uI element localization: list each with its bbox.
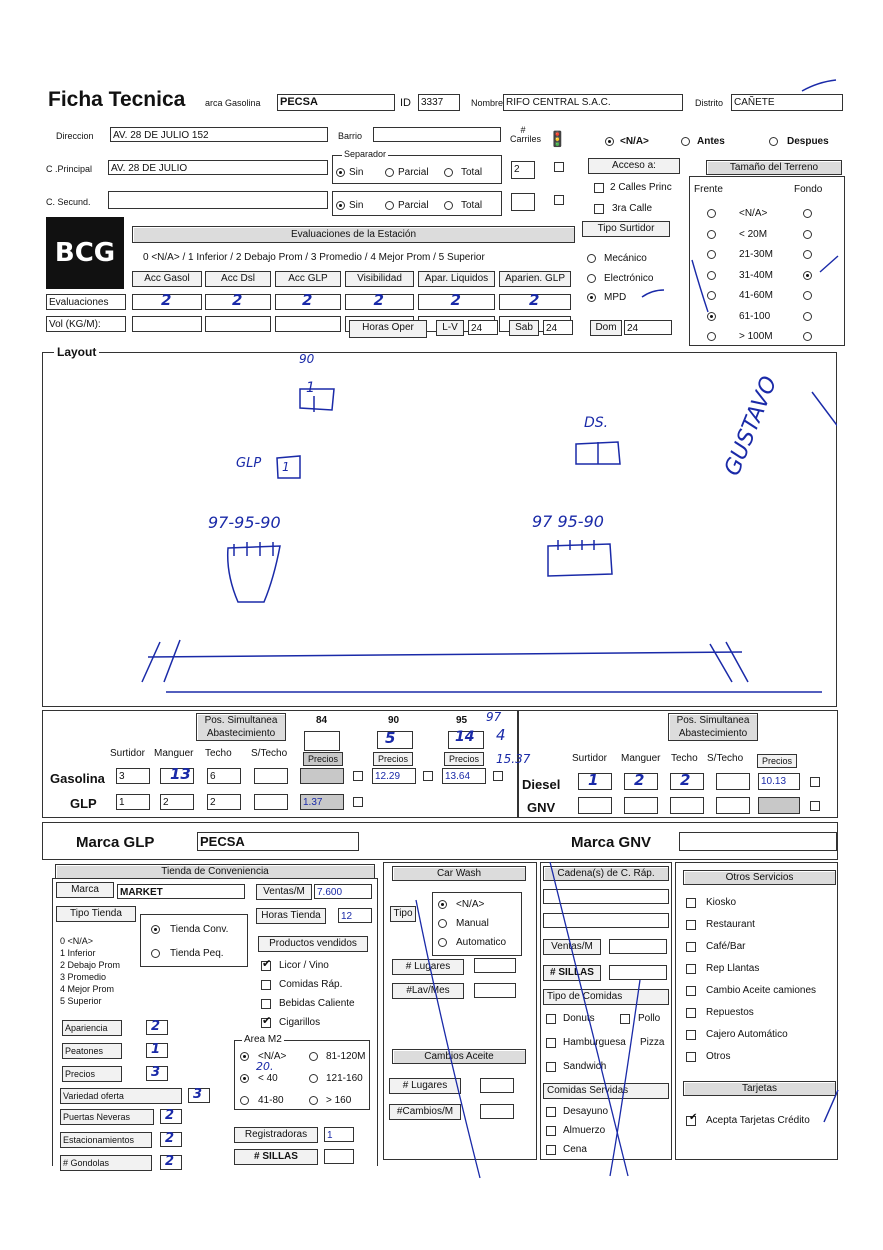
price-97-value: 15.37 bbox=[496, 752, 531, 766]
price-84-checkbox[interactable] bbox=[353, 771, 363, 781]
precios-90-button[interactable]: Precios bbox=[373, 752, 413, 766]
pos-sim-right-header: Pos. Simultanea Abastecimiento bbox=[668, 713, 758, 741]
pen-strikes bbox=[380, 860, 680, 1180]
lv-button[interactable]: L-V bbox=[436, 320, 464, 336]
surtidor-electronico-radio[interactable] bbox=[587, 274, 596, 283]
id-field[interactable]: 3337 bbox=[418, 94, 460, 111]
carriles-checkbox[interactable] bbox=[554, 162, 564, 172]
separador1-sin-radio[interactable] bbox=[336, 168, 345, 177]
terreno-frente-label: Frente bbox=[694, 184, 723, 195]
evaluaciones-scale: 0 <N/A> / 1 Inferior / 2 Debajo Prom / 3 Promedio / 4 Mejor Prom / 5 Superior bbox=[143, 252, 485, 263]
area-note: 20. bbox=[256, 1060, 274, 1073]
pos-84-field[interactable] bbox=[304, 731, 340, 751]
area-label: Area M2 bbox=[244, 1034, 282, 1045]
area-40-text: < 40 bbox=[258, 1073, 278, 1084]
otros-item-label: Otros bbox=[706, 1051, 731, 1062]
marca-gasolina-label: arca Gasolina bbox=[205, 98, 261, 108]
gas-surtidor-field[interactable]: 3 bbox=[116, 768, 150, 784]
lv-field[interactable]: 24 bbox=[468, 320, 498, 335]
pen-mark-tarjetas bbox=[820, 1086, 842, 1126]
horas-oper-button[interactable]: Horas Oper bbox=[349, 320, 427, 338]
marca-glp-label: Marca GLP bbox=[76, 834, 155, 851]
evaluaciones-title: Evaluaciones de la Estación bbox=[132, 226, 575, 243]
bcg-logo: BCG bbox=[46, 217, 124, 289]
carriles2-field[interactable] bbox=[511, 193, 535, 211]
otros-checkbox[interactable] bbox=[686, 1008, 696, 1018]
area-121-text: 121-160 bbox=[326, 1073, 363, 1084]
tienda-rating-estac-value: 2 bbox=[165, 1131, 175, 1146]
eval-column-header[interactable]: Apar. Liquidos bbox=[418, 271, 495, 287]
glp-manguer-field[interactable]: 2 bbox=[160, 794, 194, 810]
eval-value: 2 bbox=[373, 291, 384, 309]
carwash-tipo-button[interactable]: Tipo bbox=[390, 906, 416, 922]
otros-checkbox[interactable] bbox=[686, 1030, 696, 1040]
carriles-label: # Carriles bbox=[510, 125, 542, 144]
separador2-parcial-text: Parcial bbox=[398, 200, 429, 211]
acepta-tarjetas-text: Acepta Tarjetas Crédito bbox=[706, 1115, 810, 1126]
otros-checkbox[interactable] bbox=[686, 1052, 696, 1062]
vol-value-field[interactable] bbox=[275, 316, 341, 332]
otros-item-label: Repuestos bbox=[706, 1007, 754, 1018]
tienda-sillas-button[interactable]: # SILLAS bbox=[234, 1149, 318, 1165]
comidas-servidas-button[interactable]: Comidas Servidas bbox=[543, 1083, 669, 1099]
separador-label: Separador bbox=[344, 149, 387, 159]
tienda-rating-variedad-value: 3 bbox=[193, 1087, 203, 1102]
pen-mark-terreno-2 bbox=[818, 252, 840, 278]
separador2-sin-text: Sin bbox=[349, 200, 364, 211]
carwash-auto-text: Automatico bbox=[456, 937, 507, 948]
tienda-scale-item: 3 Promedio bbox=[60, 972, 107, 982]
surtidor-header: Surtidor bbox=[110, 748, 146, 759]
eval-value: 2 bbox=[450, 291, 461, 309]
terreno-fondo-radio[interactable] bbox=[803, 209, 812, 218]
dsl-s-techo-header: S/Techo bbox=[707, 753, 744, 764]
sab-field[interactable]: 24 bbox=[543, 320, 573, 335]
tienda-rating-apariencia-button[interactable]: Apariencia bbox=[62, 1020, 122, 1036]
marca-gnv-label: Marca GNV bbox=[571, 834, 652, 851]
dsl-surtidor-value: 1 bbox=[588, 771, 599, 789]
timing-despues-text: Despues bbox=[787, 136, 829, 147]
timing-antes-text: Antes bbox=[697, 136, 725, 147]
distrito-field[interactable]: CAÑETE bbox=[731, 94, 843, 111]
manguer-header: Manguer bbox=[154, 748, 194, 759]
timing-na-radio[interactable] bbox=[605, 137, 614, 146]
timing-na-text: <N/A> bbox=[620, 136, 649, 147]
vol-value-field[interactable] bbox=[132, 316, 202, 332]
nombre-label: Nombre bbox=[471, 98, 504, 108]
cadena-title: Cadena(s) de C. Ráp. bbox=[543, 866, 669, 881]
otros-item-label: Kiosko bbox=[706, 897, 737, 908]
pizza-text: Pizza bbox=[640, 1037, 665, 1048]
registradoras-field[interactable]: 1 bbox=[324, 1127, 354, 1142]
otros-checkbox[interactable] bbox=[686, 964, 696, 974]
producto-checkbox[interactable] bbox=[261, 980, 271, 990]
secund-field[interactable] bbox=[108, 191, 328, 209]
glp-s-techo-field[interactable] bbox=[254, 794, 288, 810]
area-81-radio[interactable] bbox=[309, 1052, 318, 1061]
dsl-price-checkbox[interactable] bbox=[810, 777, 820, 787]
layout-note-gustavo: GUSTAVO bbox=[720, 372, 783, 480]
tipo-comidas-button[interactable]: Tipo de Comidas bbox=[543, 989, 669, 1005]
carriles2-checkbox[interactable] bbox=[554, 195, 564, 205]
precios-95-button[interactable]: Precios bbox=[444, 752, 484, 766]
area-41-radio[interactable] bbox=[240, 1096, 249, 1105]
sandwich-text: Sandwich bbox=[563, 1061, 607, 1072]
glp-label: GLP bbox=[70, 796, 97, 811]
producto-label: Licor / Vino bbox=[279, 960, 329, 971]
carwash-title: Car Wash bbox=[392, 866, 526, 881]
productos-button[interactable]: Productos vendidos bbox=[258, 936, 368, 952]
tienda-rating-gondolas-value: 2 bbox=[165, 1154, 175, 1169]
area-41-text: 41-80 bbox=[258, 1095, 284, 1106]
otros-title: Otros Servicios bbox=[683, 870, 836, 885]
tienda-ventas-field[interactable]: 7.600 bbox=[314, 884, 372, 899]
terreno-fondo-radio[interactable] bbox=[803, 230, 812, 239]
almuerzo-text: Almuerzo bbox=[563, 1125, 606, 1136]
eval-column-header[interactable]: Acc Gasol bbox=[132, 271, 202, 287]
price-84-field[interactable] bbox=[300, 768, 344, 784]
pen-mark-mpd bbox=[640, 288, 666, 300]
principal-label: C .Principal bbox=[46, 164, 93, 174]
gnv-techo-field[interactable] bbox=[670, 797, 704, 814]
layout-note-glp: GLP bbox=[236, 456, 262, 471]
price-95-field[interactable]: 13.64 bbox=[442, 768, 486, 784]
terreno-option-label: 31-40M bbox=[739, 269, 773, 281]
tienda-rating-estac-button[interactable]: Estacionamientos bbox=[60, 1132, 152, 1148]
gnv-surtidor-field[interactable] bbox=[578, 797, 612, 814]
octane-84: 84 bbox=[316, 715, 328, 726]
layout-sketch bbox=[42, 352, 837, 707]
glp-price-checkbox[interactable] bbox=[353, 797, 363, 807]
page-title: Ficha Tecnica bbox=[48, 88, 186, 111]
tienda-peq-radio[interactable] bbox=[151, 949, 160, 958]
acceso-2calles-text: 2 Calles Princ bbox=[610, 182, 672, 193]
terreno-fondo-radio[interactable] bbox=[803, 332, 812, 341]
principal-field[interactable]: AV. 28 DE JULIO bbox=[108, 160, 328, 175]
terreno-frente-radio[interactable] bbox=[707, 230, 716, 239]
tienda-title: Tienda de Conveniencia bbox=[55, 864, 375, 879]
otros-checkbox[interactable] bbox=[686, 986, 696, 996]
tienda-rating-precios-button[interactable]: Precios bbox=[62, 1066, 122, 1082]
tienda-scale-item: 2 Debajo Prom bbox=[60, 960, 121, 970]
separador1-parcial-radio[interactable] bbox=[385, 168, 394, 177]
separador1-sin-text: Sin bbox=[349, 167, 364, 178]
octane-90: 90 bbox=[388, 715, 400, 726]
tienda-rating-puertas-button[interactable]: Puertas Neveras bbox=[60, 1109, 154, 1125]
dom-button[interactable]: Dom bbox=[590, 320, 622, 336]
timing-antes-radio[interactable] bbox=[681, 137, 690, 146]
terreno-fondo-radio[interactable] bbox=[803, 271, 812, 280]
traffic-light-icon: 🚦 bbox=[548, 131, 567, 148]
terreno-fondo-label: Fondo bbox=[794, 184, 823, 195]
terreno-option-label: 61-100 bbox=[739, 310, 771, 322]
price-95-checkbox[interactable] bbox=[493, 771, 503, 781]
tienda-rating-apariencia-value: 2 bbox=[151, 1019, 161, 1034]
octane-95: 95 bbox=[456, 715, 468, 726]
direccion-label: Direccion bbox=[56, 131, 94, 141]
price-90-checkbox[interactable] bbox=[423, 771, 433, 781]
separador2-parcial-radio[interactable] bbox=[385, 201, 394, 210]
gnv-manguer-field[interactable] bbox=[624, 797, 658, 814]
area-121-radio[interactable] bbox=[309, 1074, 318, 1083]
dsl-s-techo-field[interactable] bbox=[716, 773, 750, 790]
acceso-2calles-checkbox[interactable] bbox=[594, 183, 604, 193]
octane-97: 97 bbox=[486, 710, 502, 724]
vol-row-label: Vol (KG/M): bbox=[46, 316, 126, 332]
glp-techo-field[interactable]: 2 bbox=[207, 794, 241, 810]
tienda-conv-radio[interactable] bbox=[151, 925, 160, 934]
acepta-tarjetas-check-mark: ✔ bbox=[689, 1112, 698, 1123]
gnv-price-checkbox[interactable] bbox=[810, 801, 820, 811]
gnv-price-field[interactable] bbox=[758, 797, 800, 814]
layout-title: Layout bbox=[54, 345, 99, 359]
separador2-sin-radio[interactable] bbox=[336, 201, 345, 210]
glp-price-field[interactable]: 1.37 bbox=[300, 794, 344, 810]
tienda-sillas-field[interactable] bbox=[324, 1149, 354, 1164]
id-label: ID bbox=[400, 97, 411, 109]
gas-techo-field[interactable]: 6 bbox=[207, 768, 241, 784]
surtidor-mpd-text: MPD bbox=[604, 292, 627, 303]
eval-column-header[interactable]: Aparien. GLP bbox=[499, 271, 571, 287]
layout-note-glp-1: 1 bbox=[282, 460, 290, 474]
tarjetas-title: Tarjetas bbox=[683, 1081, 836, 1096]
cadena-ventas-button[interactable]: Ventas/M bbox=[543, 939, 601, 955]
terreno-title: Tamaño del Terreno bbox=[706, 160, 842, 175]
pos-sim-left-header: Pos. Simultanea Abastecimiento bbox=[196, 713, 286, 741]
tienda-ventas-button[interactable]: Ventas/M bbox=[256, 884, 312, 900]
terreno-frente-radio[interactable] bbox=[707, 209, 716, 218]
pos-97-value: 4 bbox=[496, 726, 506, 744]
producto-label: Bebidas Caliente bbox=[279, 998, 355, 1009]
carriles-field[interactable]: 2 bbox=[511, 161, 535, 179]
tienda-marca-button[interactable]: Marca bbox=[56, 882, 114, 898]
tipo-tienda-button[interactable]: Tipo Tienda bbox=[56, 906, 136, 922]
area-81-text: 81-120M bbox=[326, 1051, 366, 1062]
tienda-scale-item: 0 <N/A> bbox=[60, 936, 94, 946]
marca-gnv-field[interactable] bbox=[679, 832, 837, 851]
terreno-option-label: > 100M bbox=[739, 331, 773, 342]
eval-value: 2 bbox=[161, 291, 172, 309]
terreno-fondo-radio[interactable] bbox=[803, 250, 812, 259]
cambios-title: Cambios Aceite bbox=[392, 1049, 526, 1064]
surtidor-electronico-text: Electrónico bbox=[604, 273, 654, 284]
tienda-peq-text: Tienda Peq. bbox=[170, 948, 224, 959]
tienda-scale-item: 5 Superior bbox=[60, 996, 102, 1006]
carwash-lav-button[interactable]: #Lav/Mes bbox=[392, 983, 464, 999]
gnv-s-techo-field[interactable] bbox=[716, 797, 750, 814]
terreno-fondo-radio[interactable] bbox=[803, 291, 812, 300]
tienda-rating-puertas-value: 2 bbox=[165, 1108, 175, 1123]
surtidor-mpd-radio[interactable] bbox=[587, 293, 596, 302]
horas-tienda-button[interactable]: Horas Tienda bbox=[256, 908, 326, 924]
eval-column-header[interactable]: Visibilidad bbox=[345, 271, 414, 287]
separador1-total-radio[interactable] bbox=[444, 168, 453, 177]
eval-value: 2 bbox=[232, 291, 243, 309]
otros-item-label: Rep Llantas bbox=[706, 963, 760, 974]
producto-check-mark: ✔ bbox=[262, 958, 272, 970]
tienda-conv-text: Tienda Conv. bbox=[170, 924, 229, 935]
barrio-label: Barrio bbox=[338, 131, 363, 141]
secund-label: C. Secund. bbox=[46, 197, 91, 207]
eval-value: 2 bbox=[302, 291, 313, 309]
hamburguesa-text: Hamburguesa bbox=[563, 1037, 626, 1048]
dsl-surtidor-header: Surtidor bbox=[572, 753, 608, 764]
separador1-parcial-text: Parcial bbox=[398, 167, 429, 178]
tipo-tienda-group bbox=[140, 914, 248, 967]
otros-checkbox[interactable] bbox=[686, 898, 696, 908]
gas-manguer-value: 13 bbox=[170, 765, 191, 783]
cambios-cambios-button[interactable]: #Cambios/M bbox=[389, 1104, 461, 1120]
pos-90-value: 5 bbox=[385, 729, 396, 747]
gnv-label: GNV bbox=[527, 800, 556, 815]
terreno-option-label: <N/A> bbox=[739, 208, 768, 219]
terreno-option-label: 41-60M bbox=[739, 290, 773, 301]
otros-checkbox[interactable] bbox=[686, 920, 696, 930]
cena-text: Cena bbox=[563, 1144, 587, 1155]
pen-mark-terreno bbox=[690, 258, 720, 318]
dsl-techo-value: 2 bbox=[680, 771, 691, 789]
tienda-scale-item: 1 Inferior bbox=[60, 948, 96, 958]
pos-95-value: 14 bbox=[455, 729, 475, 745]
tienda-rating-gondolas-button[interactable]: # Gondolas bbox=[60, 1155, 152, 1171]
eval-column-header[interactable]: Acc Dsl bbox=[205, 271, 271, 287]
terreno-option-label: < 20M bbox=[739, 228, 768, 240]
tienda-rating-precios-value: 3 bbox=[151, 1065, 161, 1080]
dsl-manguer-header: Manguer bbox=[621, 753, 661, 764]
tienda-rating-variedad-button[interactable]: Variedad oferta bbox=[60, 1088, 182, 1104]
producto-label: Cigarillos bbox=[279, 1017, 321, 1028]
nombre-field[interactable]: RIFO CENTRAL S.A.C. bbox=[503, 94, 683, 111]
terreno-option-label: 21-30M bbox=[739, 249, 773, 260]
cambios-lugares-button[interactable]: # Lugares bbox=[389, 1078, 461, 1094]
eval-column-header[interactable]: Acc GLP bbox=[275, 271, 341, 287]
acceso-3ra-checkbox[interactable] bbox=[594, 204, 604, 214]
tienda-scale-item: 4 Mejor Prom bbox=[60, 984, 115, 994]
otros-item-label: Café/Bar bbox=[706, 941, 746, 952]
terreno-frente-radio[interactable] bbox=[707, 332, 716, 341]
marca-gasolina-field[interactable]: PECSA bbox=[277, 94, 395, 111]
tienda-rating-peatones-button[interactable]: Peatones bbox=[62, 1043, 122, 1059]
direccion-field[interactable]: AV. 28 DE JULIO 152 bbox=[110, 127, 328, 142]
separador2-total-text: Total bbox=[461, 200, 483, 211]
otros-item-label: Restaurant bbox=[706, 919, 755, 930]
area-40-radio[interactable] bbox=[240, 1074, 249, 1083]
area-na-radio[interactable] bbox=[240, 1052, 249, 1061]
sab-button[interactable]: Sab bbox=[509, 320, 539, 336]
producto-checkbox[interactable] bbox=[261, 999, 271, 1009]
separador2-total-radio[interactable] bbox=[444, 201, 453, 210]
cadena-sillas-button[interactable]: # SILLAS bbox=[543, 965, 601, 981]
layout-note-1: 1 bbox=[306, 380, 315, 396]
diesel-label: Diesel bbox=[522, 777, 561, 792]
donuts-text: Donuts bbox=[563, 1013, 595, 1024]
vol-value-field[interactable] bbox=[205, 316, 271, 332]
area-160-text: > 160 bbox=[326, 1095, 352, 1106]
otros-item-label: Cajero Automático bbox=[706, 1029, 788, 1040]
layout-note-97-95-90-right: 97 95-90 bbox=[532, 512, 604, 531]
precios-84-button[interactable]: Precios bbox=[303, 752, 343, 766]
barrio-field[interactable] bbox=[373, 127, 501, 142]
gasolina-label: Gasolina bbox=[50, 771, 105, 786]
dsl-precios-button[interactable]: Precios bbox=[757, 754, 797, 768]
separador1-total-text: Total bbox=[461, 167, 483, 178]
pollo-text: Pollo bbox=[638, 1013, 661, 1024]
producto-label: Comidas Ráp. bbox=[279, 979, 343, 990]
acceso-button[interactable]: Acceso a: bbox=[588, 158, 680, 174]
horas-tienda-field[interactable]: 12 bbox=[338, 908, 372, 923]
gas-s-techo-field[interactable] bbox=[254, 768, 288, 784]
terreno-fondo-radio[interactable] bbox=[803, 312, 812, 321]
eval-value: 2 bbox=[529, 291, 540, 309]
otros-checkbox[interactable] bbox=[686, 942, 696, 952]
acceso-3ra-text: 3ra Calle bbox=[612, 203, 653, 214]
techo-header: Techo bbox=[205, 748, 232, 759]
tienda-rating-peatones-value: 1 bbox=[151, 1042, 161, 1057]
layout-note-ds: DS. bbox=[584, 415, 609, 431]
dom-field[interactable]: 24 bbox=[624, 320, 672, 335]
dsl-manguer-value: 2 bbox=[634, 771, 645, 789]
dsl-price-field[interactable]: 10.13 bbox=[758, 773, 800, 790]
evaluaciones-row-label: Evaluaciones bbox=[46, 294, 126, 310]
glp-surtidor-field[interactable]: 1 bbox=[116, 794, 150, 810]
pen-mark-distrito bbox=[800, 78, 840, 94]
layout-note-90: 90 bbox=[299, 352, 315, 366]
carwash-lugares-button[interactable]: # Lugares bbox=[392, 959, 464, 975]
timing-despues-radio[interactable] bbox=[769, 137, 778, 146]
otros-item-label: Cambio Aceite camiones bbox=[706, 985, 817, 996]
producto-check-mark: ✔ bbox=[262, 1015, 272, 1027]
distrito-label: Distrito bbox=[695, 98, 724, 108]
surtidor-mecanico-text: Mecánico bbox=[604, 253, 647, 264]
carwash-manual-text: Manual bbox=[456, 918, 489, 929]
price-90-field[interactable]: 12.29 bbox=[372, 768, 416, 784]
layout-note-97-95-90-left: 97-95-90 bbox=[208, 513, 281, 532]
marca-glp-field[interactable]: PECSA bbox=[197, 832, 359, 851]
registradoras-button[interactable]: Registradoras bbox=[234, 1127, 318, 1143]
desayuno-text: Desayuno bbox=[563, 1106, 609, 1117]
area-160-radio[interactable] bbox=[309, 1096, 318, 1105]
dsl-techo-header: Techo bbox=[671, 753, 698, 764]
surtidor-mecanico-radio[interactable] bbox=[587, 254, 596, 263]
carwash-na-text: <N/A> bbox=[456, 899, 485, 910]
s-techo-header: S/Techo bbox=[251, 748, 288, 759]
tienda-marca-field[interactable]: MARKET bbox=[117, 884, 245, 899]
area-na-text: <N/A> bbox=[258, 1051, 287, 1062]
tipo-surtidor-button[interactable]: Tipo Surtidor bbox=[582, 221, 670, 237]
